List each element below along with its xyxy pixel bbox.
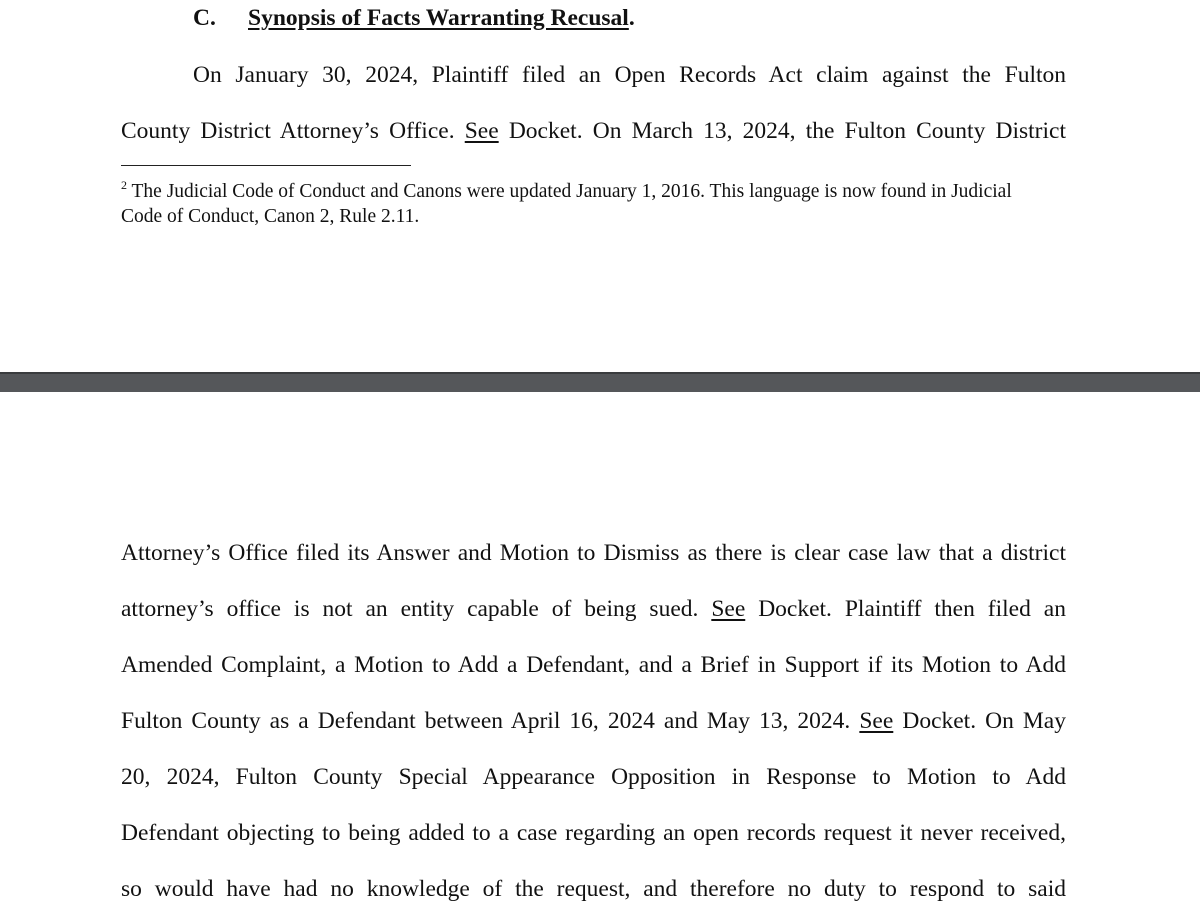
body-line: On January 30, 2024, Plaintiff filed an Open Records Act claim against the Fulton (193, 62, 1066, 88)
footnote-separator (121, 165, 411, 166)
document-page-top (0, 0, 1200, 372)
see-citation: See (859, 708, 894, 734)
section-title-period: . (628, 5, 635, 31)
section-heading (248, 4, 635, 32)
see-citation: See (711, 596, 746, 622)
body-line: so would have had no knowledge of the request, and therefore no duty to respond to said (121, 876, 1066, 902)
footnote-line: $^2$ The Judicial Code of Conduct and Canons were updated January 1, 2016. This language is now found in Judicial (121, 177, 1012, 202)
body-line: 20, 2024, Fulton County Special Appearance Opposition in Response to Motion to Add (121, 764, 1066, 790)
see-citation: See (464, 118, 499, 144)
footnote-marker: 2 (121, 177, 127, 192)
body-line: Defendant objecting to being added to a case regarding an open records request it never received, (121, 820, 1066, 846)
body-line: County District Attorney’s Office. See Docket. On March 13, 2024, the Fulton County District (121, 118, 1066, 144)
document-page-bottom (0, 392, 1200, 917)
footnote-line: Code of Conduct, Canon 2, Rule 2.11. (121, 206, 420, 227)
section-letter: C. (193, 5, 216, 31)
body-line: attorney’s office is not an entity capable of being sued. See Docket. Plaintiff then filed an (121, 596, 1066, 622)
body-line: Attorney’s Office filed its Answer and Motion to Dismiss as there is clear case law that a district (121, 540, 1066, 566)
page-separator (0, 372, 1200, 392)
section-title: Synopsis of Facts Warranting Recusal (248, 5, 629, 31)
body-line: Fulton County as a Defendant between April 16, 2024 and May 13, 2024. See Docket. On May (121, 708, 1066, 734)
body-line: Amended Complaint, a Motion to Add a Defendant, and a Brief in Support if its Motion to Add (121, 652, 1066, 678)
